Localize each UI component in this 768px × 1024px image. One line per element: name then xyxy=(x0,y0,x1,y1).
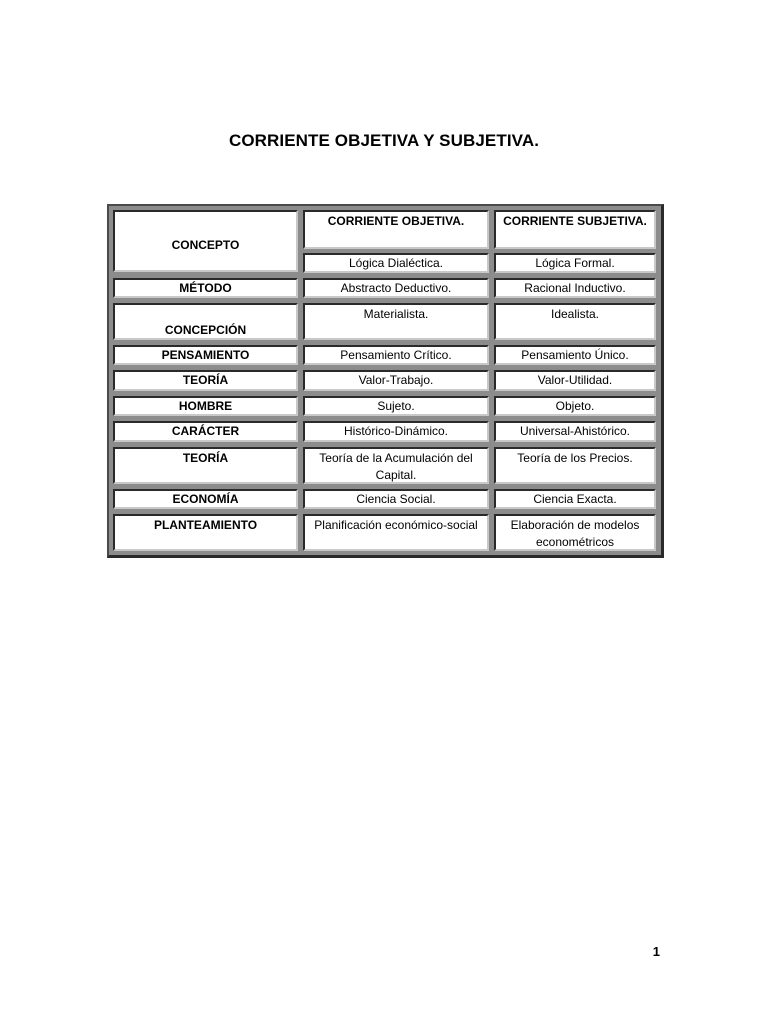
table-cell-objetiva: Materialista. xyxy=(303,303,489,340)
table-row-label: ECONOMÍA xyxy=(113,489,298,509)
table-cell-subjetiva: Elaboración de modelos econométricos xyxy=(494,514,656,551)
table-cell-subjetiva: Valor-Utilidad. xyxy=(494,370,656,391)
table-row-label: TEORÍA xyxy=(113,370,298,391)
table-cell-subjetiva: Teoría de los Precios. xyxy=(494,447,656,484)
table-row-label: PENSAMIENTO xyxy=(113,345,298,365)
table-row-label: CONCEPCIÓN xyxy=(113,303,298,340)
concepto-label-cell xyxy=(113,210,298,272)
table-cell-objetiva: Abstracto Deductivo. xyxy=(303,278,489,298)
table-cell-objetiva: Sujeto. xyxy=(303,396,489,416)
table-cell-subjetiva: Racional Inductivo. xyxy=(494,278,656,298)
table-cell-subjetiva: Idealista. xyxy=(494,303,656,340)
table-cell-objetiva: Histórico-Dinámico. xyxy=(303,421,489,442)
table-cell-subjetiva: Lógica Formal. xyxy=(494,253,656,273)
page-title: CORRIENTE OBJETIVA Y SUBJETIVA. xyxy=(228,131,540,150)
table-cell-subjetiva: Pensamiento Único. xyxy=(494,345,656,365)
table-cell-objetiva: Ciencia Social. xyxy=(303,489,489,509)
header-corriente-objetiva: CORRIENTE OBJETIVA. xyxy=(303,210,489,249)
concepto-label: CONCEPTO xyxy=(171,237,240,252)
table-row-label: PLANTEAMIENTO xyxy=(113,514,298,551)
table-cell-objetiva: Pensamiento Crítico. xyxy=(303,345,489,365)
table-cell-subjetiva: Ciencia Exacta. xyxy=(494,489,656,509)
table-cell-objetiva: Planificación económico-social xyxy=(303,514,489,551)
table-row-label: TEORÍA xyxy=(113,447,298,484)
table-cell-objetiva: Lógica Dialéctica. xyxy=(303,253,489,273)
table-row-label: CARÁCTER xyxy=(113,421,298,442)
page-number: 1 xyxy=(652,944,660,959)
header-corriente-subjetiva: CORRIENTE SUBJETIVA. xyxy=(494,210,656,249)
table-cell-objetiva: Teoría de la Acumulación del Capital. xyxy=(303,447,489,484)
table-row-label: MÉTODO xyxy=(113,278,298,298)
table-row-label: HOMBRE xyxy=(113,396,298,416)
table-cell-subjetiva: Objeto. xyxy=(494,396,656,416)
table-cell-objetiva: Valor-Trabajo. xyxy=(303,370,489,391)
table-cell-subjetiva: Universal-Ahistórico. xyxy=(494,421,656,442)
